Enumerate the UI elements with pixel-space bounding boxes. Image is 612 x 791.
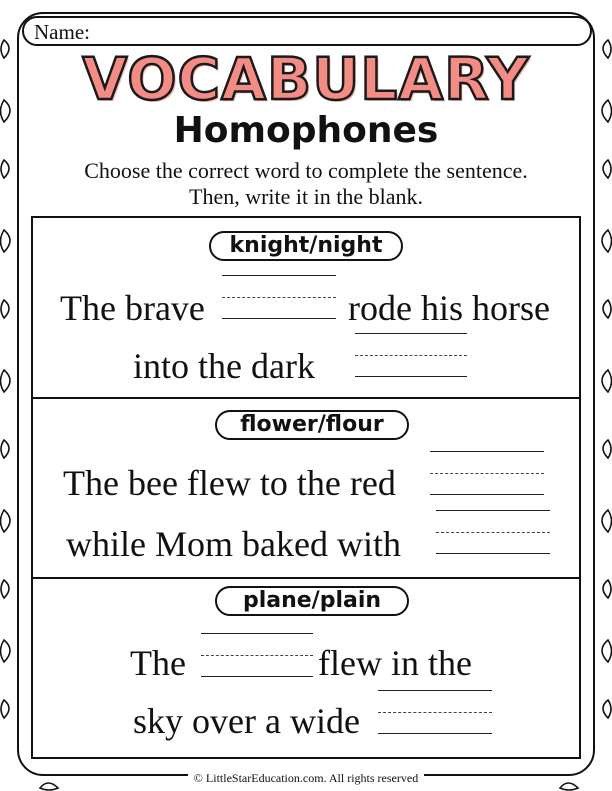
word-pair-badge: flower/flour <box>215 410 409 440</box>
instruction-line-1: Choose the correct word to complete the sentence. <box>84 158 528 183</box>
sentence-text: The <box>130 643 186 683</box>
instruction-line-2: Then, write it in the blank. <box>189 184 423 209</box>
sentence-text: while Mom baked with <box>66 524 401 564</box>
sentence-text: The bee flew to the red <box>63 463 396 503</box>
section-divider <box>31 577 581 579</box>
sentence-text: into the dark <box>133 346 315 386</box>
vocabulary-title: VOCABULARY <box>82 45 530 113</box>
answer-blank[interactable] <box>430 451 544 495</box>
answer-blank[interactable] <box>436 510 550 554</box>
sentence-text: sky over a wide <box>133 701 360 741</box>
name-label: Name: <box>34 20 90 44</box>
answer-blank[interactable] <box>201 633 313 677</box>
copyright-text: © LittleStarEducation.com. All rights reserved <box>188 770 424 786</box>
section-divider <box>31 397 581 399</box>
answer-blank[interactable] <box>355 333 467 377</box>
sentence-text: The brave <box>60 288 205 328</box>
name-field[interactable] <box>22 16 592 46</box>
footer <box>0 770 612 786</box>
word-pair-badge: plane/plain <box>215 586 409 616</box>
word-pair-badge: knight/night <box>209 231 403 261</box>
page-subtitle: Homophones <box>173 110 439 151</box>
sentence-text: rode his horse <box>348 288 550 328</box>
answer-blank[interactable] <box>378 690 492 734</box>
answer-blank[interactable] <box>222 275 336 319</box>
sentence-text: flew in the <box>318 643 472 683</box>
